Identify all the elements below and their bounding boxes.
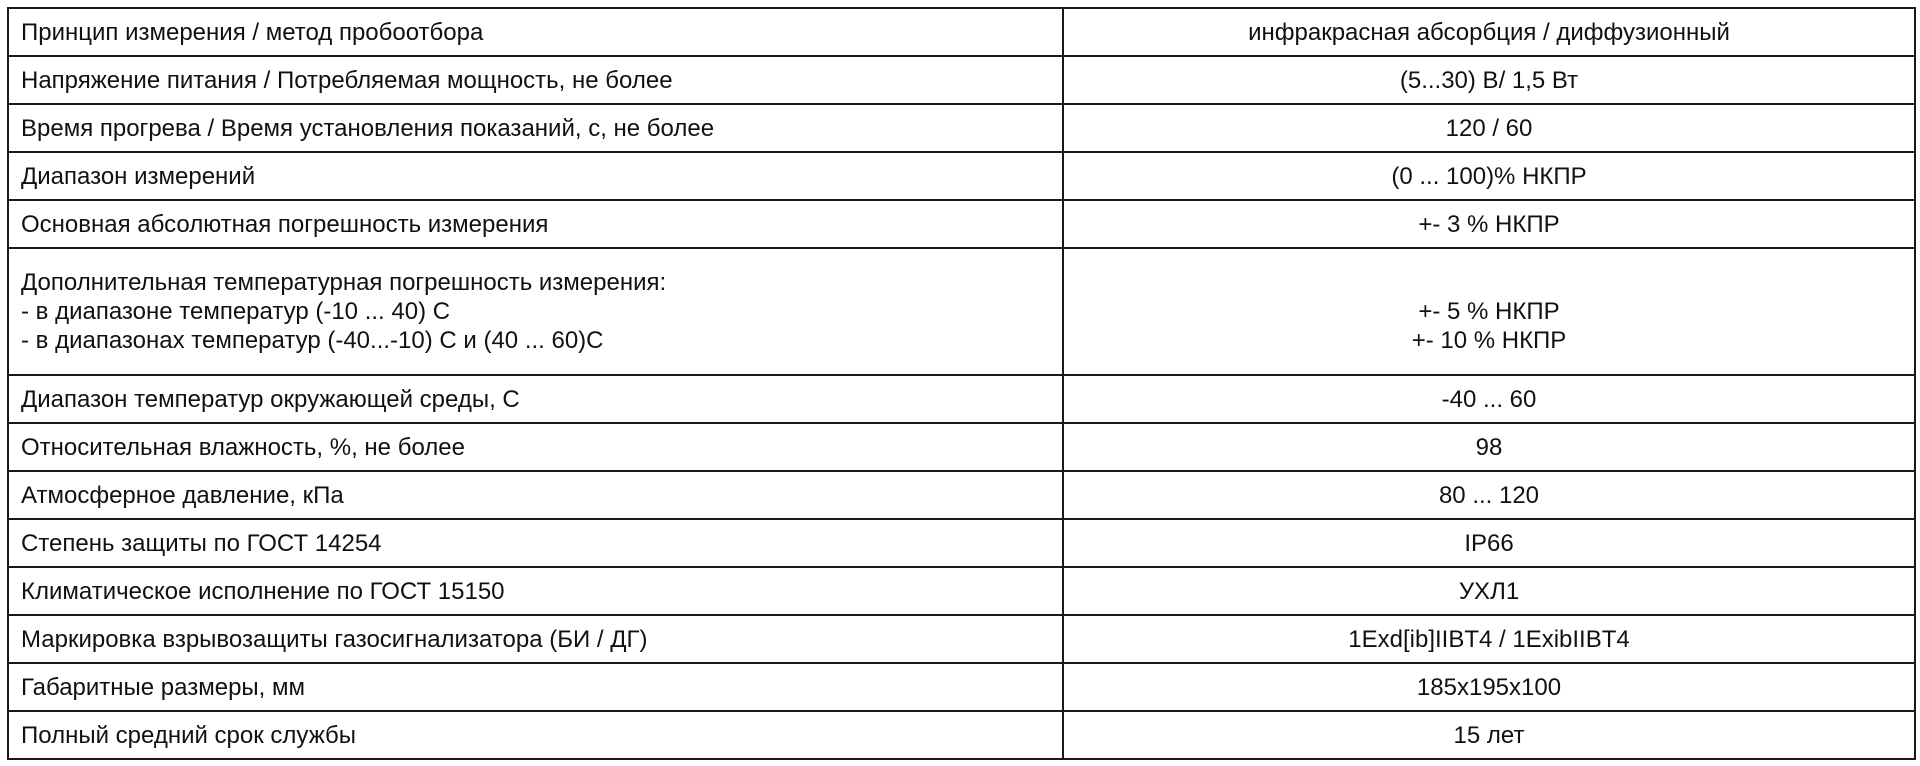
- parameter-cell: [8, 423, 1063, 471]
- parameter-text: Маркировка взрывозащиты газосигнализатора (БИ / ДГ): [21, 625, 648, 653]
- parameter-cell: [8, 56, 1063, 104]
- table-row: [8, 200, 1915, 248]
- value-text: +- 10 % НКПР: [1411, 327, 1567, 354]
- value-cell: [1063, 519, 1915, 567]
- value-cell: [1063, 200, 1915, 248]
- parameter-cell: [8, 248, 1063, 375]
- parameter-text: Дополнительная температурная погрешность измерения:: [21, 269, 667, 296]
- value-cell: [1063, 423, 1915, 471]
- parameter-text: Степень защиты по ГОСТ 14254: [21, 529, 382, 557]
- parameter-cell: [8, 711, 1063, 759]
- parameter-text: Диапазон измерений: [21, 162, 256, 190]
- value-text: (0 ... 100)% НКПР: [1391, 162, 1587, 190]
- table-row: [8, 663, 1915, 711]
- value-text: +- 3 % НКПР: [1418, 210, 1560, 238]
- parameter-cell: [8, 152, 1063, 200]
- value-text: (5...30) В/ 1,5 Вт: [1399, 66, 1579, 94]
- parameter-cell: [8, 615, 1063, 663]
- parameter-cell: [8, 567, 1063, 615]
- value-cell: [1063, 104, 1915, 152]
- parameter-text: Габаритные размеры, мм: [21, 673, 306, 701]
- parameter-text: Атмосферное давление, кПа: [21, 481, 344, 509]
- parameter-text: Климатическое исполнение по ГОСТ 15150: [21, 577, 505, 605]
- parameter-cell: [8, 200, 1063, 248]
- parameter-text: Время прогрева / Время установления показаний, с, не более: [21, 114, 715, 142]
- value-text: IP66: [1464, 529, 1514, 557]
- table-row: [8, 615, 1915, 663]
- parameter-cell: [8, 104, 1063, 152]
- parameter-cell: [8, 375, 1063, 423]
- table-row: [8, 423, 1915, 471]
- value-text: 15 лет: [1453, 721, 1525, 749]
- value-text: 185х195х100: [1416, 673, 1562, 701]
- parameter-cell: [8, 663, 1063, 711]
- parameter-text: Относительная влажность, %, не более: [21, 433, 465, 461]
- value-text: 80 ... 120: [1438, 481, 1540, 509]
- parameter-text: Принцип измерения / метод пробоотбора: [21, 18, 484, 46]
- parameter-cell: [8, 471, 1063, 519]
- parameter-text: Основная абсолютная погрешность измерения: [21, 210, 549, 238]
- value-cell: [1063, 375, 1915, 423]
- value-cell: [1063, 56, 1915, 104]
- value-text: 98: [1475, 433, 1503, 461]
- parameter-text: - в диапазонах температур (-40...-10) С и (40 ... 60)С: [21, 327, 604, 354]
- value-cell: [1063, 567, 1915, 615]
- value-cell: [1063, 663, 1915, 711]
- value-cell: [1063, 152, 1915, 200]
- table-row: [8, 248, 1915, 375]
- table-row: [8, 711, 1915, 759]
- table-row: [8, 8, 1915, 56]
- table-row: [8, 152, 1915, 200]
- table-row: [8, 567, 1915, 615]
- value-text: УХЛ1: [1458, 577, 1520, 605]
- parameter-text: Диапазон температур окружающей среды, С: [21, 385, 520, 413]
- value-cell: [1063, 248, 1915, 375]
- parameter-cell: [8, 8, 1063, 56]
- specifications-table: [7, 7, 1916, 760]
- value-text: 120 / 60: [1445, 114, 1533, 142]
- parameter-text: Напряжение питания / Потребляемая мощность, не более: [21, 66, 673, 94]
- value-cell: [1063, 8, 1915, 56]
- table-row: [8, 104, 1915, 152]
- value-text: -40 ... 60: [1441, 385, 1537, 413]
- parameter-text: Полный средний срок службы: [21, 721, 357, 749]
- specifications-table-body: [8, 8, 1915, 759]
- parameter-text: - в диапазоне температур (-10 ... 40) С: [21, 298, 451, 325]
- value-cell: [1063, 471, 1915, 519]
- table-row: [8, 56, 1915, 104]
- value-cell: [1063, 711, 1915, 759]
- parameter-cell: [8, 519, 1063, 567]
- table-row: [8, 375, 1915, 423]
- value-text: 1Exd[ib]IIBT4 / 1ExibIIBT4: [1348, 625, 1630, 653]
- table-row: [8, 519, 1915, 567]
- value-text: инфракрасная абсорбция / диффузионный: [1248, 18, 1730, 46]
- value-cell: [1063, 615, 1915, 663]
- value-text: +- 5 % НКПР: [1418, 298, 1560, 325]
- table-row: [8, 471, 1915, 519]
